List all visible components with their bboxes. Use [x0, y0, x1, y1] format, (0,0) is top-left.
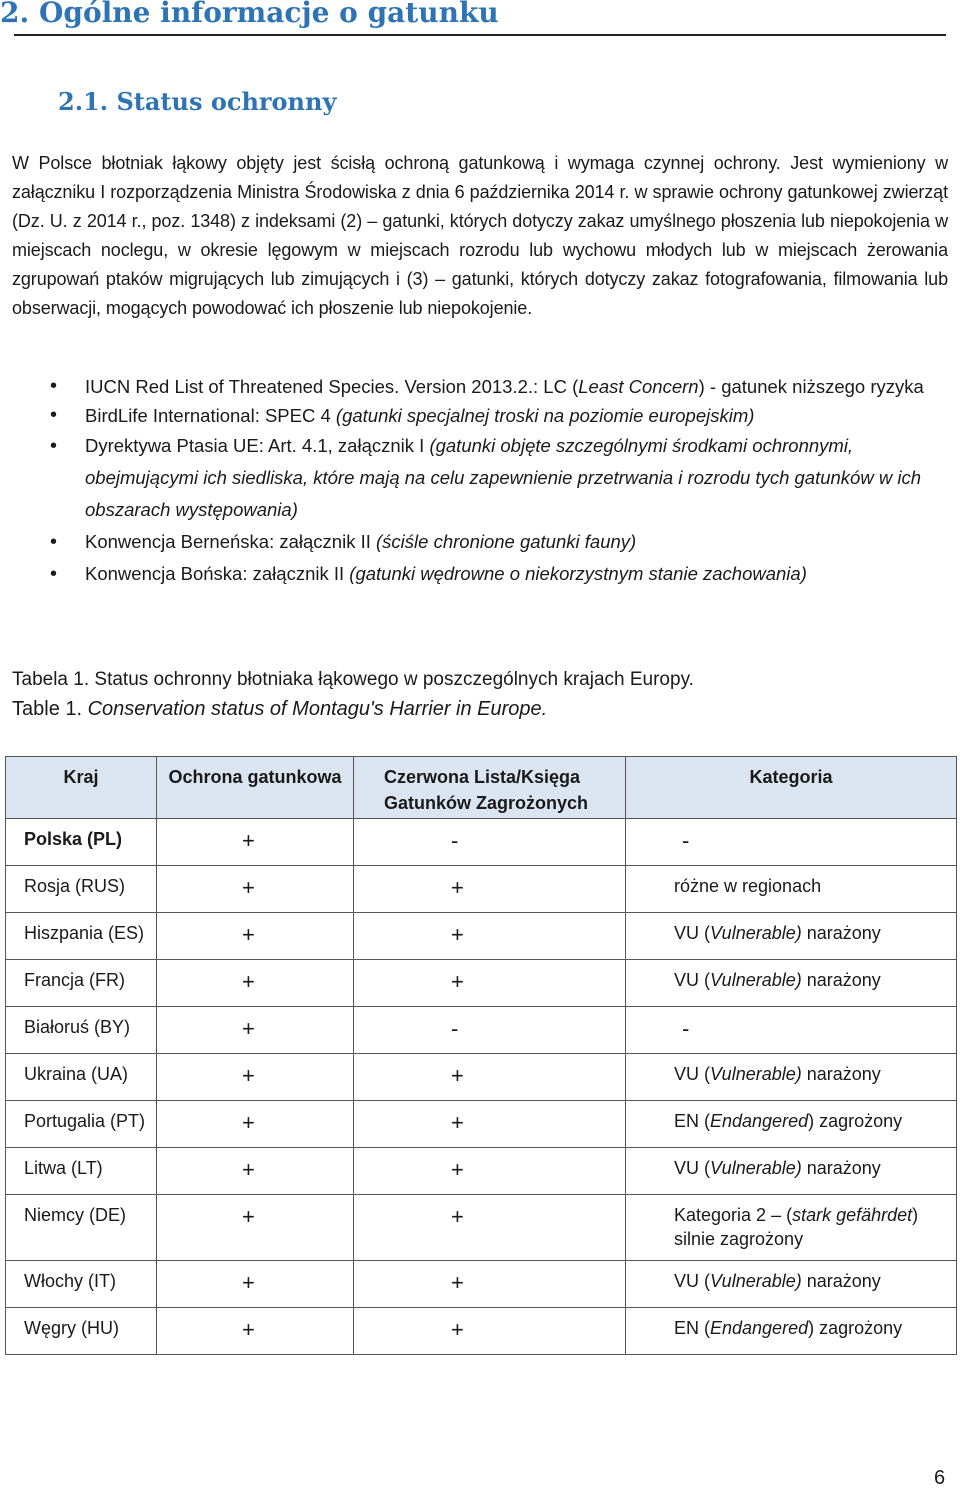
kategoria-term: Vulnerable): [710, 1064, 802, 1084]
list-item: • Dyrektywa Ptasia UE: Art. 4.1, załącznik I (gatunki objęte szczególnymi środkami ochronnymi, obejmującymi ich siedliska, które mają na celu zapewnienie przetrwania i rozrodu tych gatunków w ich obszarach występowania): [48, 430, 953, 526]
status-bullet-list: [48, 372, 953, 590]
kategoria-term: Vulnerable): [710, 1271, 802, 1291]
kategoria-label: narażony: [801, 923, 881, 943]
kategoria-code: EN (: [674, 1111, 710, 1131]
cell-kategoria: [626, 1054, 957, 1101]
cell-ochrona: +: [157, 819, 354, 866]
cell-kraj: Niemcy (DE): [6, 1195, 157, 1261]
cell-ochrona: +: [157, 1148, 354, 1195]
table-row: [6, 1101, 957, 1148]
table-header-row: [6, 757, 957, 819]
table-row: [6, 1054, 957, 1101]
cell-kategoria: [626, 1101, 957, 1148]
kategoria-label: ) silnie zagrożony: [674, 1205, 919, 1249]
cell-ochrona: +: [157, 1195, 354, 1261]
table-row: [6, 960, 957, 1007]
header-kraj: Kraj: [6, 757, 157, 819]
list-item: • Konwencja Bońska: załącznik II (gatunki wędrowne o niekorzystnym stanie zachowania): [48, 558, 953, 590]
table-caption-pl: Tabela 1. Status ochronny błotniaka łąkowego w poszczególnych krajach Europy.: [12, 669, 694, 690]
table-row: [6, 1261, 957, 1308]
cell-kraj: Hiszpania (ES): [6, 913, 157, 960]
cell-kategoria: [626, 866, 957, 913]
cell-kraj: Węgry (HU): [6, 1308, 157, 1355]
cell-lista: +: [354, 1148, 626, 1195]
kategoria-label: narażony: [801, 1271, 881, 1291]
cell-ochrona: +: [157, 913, 354, 960]
cell-lista: +: [354, 1261, 626, 1308]
kategoria-code: Kategoria 2 – (: [674, 1205, 793, 1225]
cell-ochrona: +: [157, 1007, 354, 1054]
kategoria-code: EN (: [674, 1318, 710, 1338]
kategoria-term: Vulnerable): [710, 1158, 802, 1178]
cell-kraj: Polska (PL): [6, 819, 157, 866]
page-number: 6: [934, 1467, 946, 1489]
kategoria-label: ) zagrożony: [808, 1111, 903, 1131]
kategoria-code: VU (: [674, 970, 710, 990]
intro-paragraph: [12, 149, 948, 323]
cell-lista: +: [354, 913, 626, 960]
table-caption-en: Table 1. Conservation status of Montagu's Harrier in Europe.: [12, 698, 548, 720]
kategoria-term: stark gefährdet: [792, 1205, 913, 1225]
kategoria-label: ) zagrożony: [808, 1318, 903, 1338]
cell-kraj: Białoruś (BY): [6, 1007, 157, 1054]
list-item: • BirdLife International: SPEC 4 (gatunki specjalnej troski na poziomie europejskim): [48, 401, 953, 430]
kategoria-code: VU (: [674, 1271, 710, 1291]
kategoria-code: VU (: [674, 923, 710, 943]
cell-kraj: Francja (FR): [6, 960, 157, 1007]
cell-kategoria: [626, 1148, 957, 1195]
cell-kategoria: [626, 913, 957, 960]
header-kategoria: Kategoria: [626, 757, 957, 819]
cell-ochrona: +: [157, 960, 354, 1007]
cell-kategoria: [626, 960, 957, 1007]
table-row: [6, 819, 957, 866]
intro-text-rest: 1348) z indeksami (2) – gatunki, których dotyczy zakaz umyślnego płoszenia lub niepokojenia w miejscach noclegu, w okresie lęgowym w miejscach rozrodu lub wychowu młodych lub w miejscach żerowania zgrupowań ptaków migrujących lub zimujących i (3) – gatunki, których dotyczy zakaz fotografowania, filmowania lub obserwacji, mogących powodować ich płoszenie lub niepokojenie.: [12, 211, 948, 318]
cell-kategoria: [626, 1261, 957, 1308]
kategoria-term: Endangered: [710, 1111, 809, 1131]
cell-kraj: Rosja (RUS): [6, 866, 157, 913]
cell-lista: +: [354, 866, 626, 913]
cell-lista: -: [354, 819, 626, 866]
cell-lista: +: [354, 1195, 626, 1261]
cell-kraj: Ukraina (UA): [6, 1054, 157, 1101]
cell-lista: +: [354, 960, 626, 1007]
kategoria-label: narażony: [801, 1158, 881, 1178]
cell-kategoria: [626, 1007, 957, 1054]
header-ochrona: Ochrona gatunkowa: [157, 757, 354, 819]
kategoria-term: Endangered: [710, 1318, 809, 1338]
kategoria-term: Vulnerable): [710, 970, 802, 990]
table-row: [6, 1148, 957, 1195]
header-czerwona-lista: Czerwona Lista/Księga Gatunków Zagrożonych: [354, 757, 626, 819]
cell-ochrona: +: [157, 1308, 354, 1355]
table-row: [6, 1007, 957, 1054]
cell-kategoria: [626, 1308, 957, 1355]
intro-text-arial: W Polsce błotniak łąkowy objęty jest ścisłą ochroną gatunkową i wymaga czynnej ochrony. Jest wymieniony w załączniku I rozporządzenia Ministra Środowiska z dnia 6 października 2014 r. w sprawie ochrony gatunkowej zwierząt (Dz. U. z 2014 r., poz.: [12, 153, 948, 231]
table-row: [6, 1308, 957, 1355]
cell-ochrona: +: [157, 1261, 354, 1308]
kategoria-code: -: [682, 828, 690, 853]
cell-kategoria: [626, 1195, 957, 1261]
table-row: [6, 1195, 957, 1261]
section-heading: 2. Ogólne informacje o gatunku: [0, 0, 499, 29]
cell-ochrona: +: [157, 1054, 354, 1101]
kategoria-label: narażony: [801, 970, 881, 990]
kategoria-label: narażony: [801, 1064, 881, 1084]
cell-lista: +: [354, 1054, 626, 1101]
list-item: • Konwencja Berneńska: załącznik II (ściśle chronione gatunki fauny): [48, 526, 953, 558]
kategoria-term: Vulnerable): [710, 923, 802, 943]
cell-kraj: Portugalia (PT): [6, 1101, 157, 1148]
cell-lista: +: [354, 1308, 626, 1355]
cell-lista: -: [354, 1007, 626, 1054]
list-item: • IUCN Red List of Threatened Species. Version 2013.2.: LC (Least Concern) - gatunek niższego ryzyka: [48, 372, 953, 401]
kategoria-code: VU (: [674, 1064, 710, 1084]
subsection-heading: 2.1. Status ochronny: [58, 87, 337, 116]
cell-kategoria: [626, 819, 957, 866]
conservation-status-table: [5, 756, 957, 1355]
heading-rule: [14, 34, 946, 36]
kategoria-code: różne w regionach: [674, 876, 822, 896]
table-row: [6, 913, 957, 960]
table-row: [6, 866, 957, 913]
kategoria-code: -: [682, 1016, 690, 1041]
cell-ochrona: +: [157, 1101, 354, 1148]
cell-ochrona: +: [157, 866, 354, 913]
cell-kraj: Litwa (LT): [6, 1148, 157, 1195]
cell-kraj: Włochy (IT): [6, 1261, 157, 1308]
cell-lista: +: [354, 1101, 626, 1148]
kategoria-code: VU (: [674, 1158, 710, 1178]
